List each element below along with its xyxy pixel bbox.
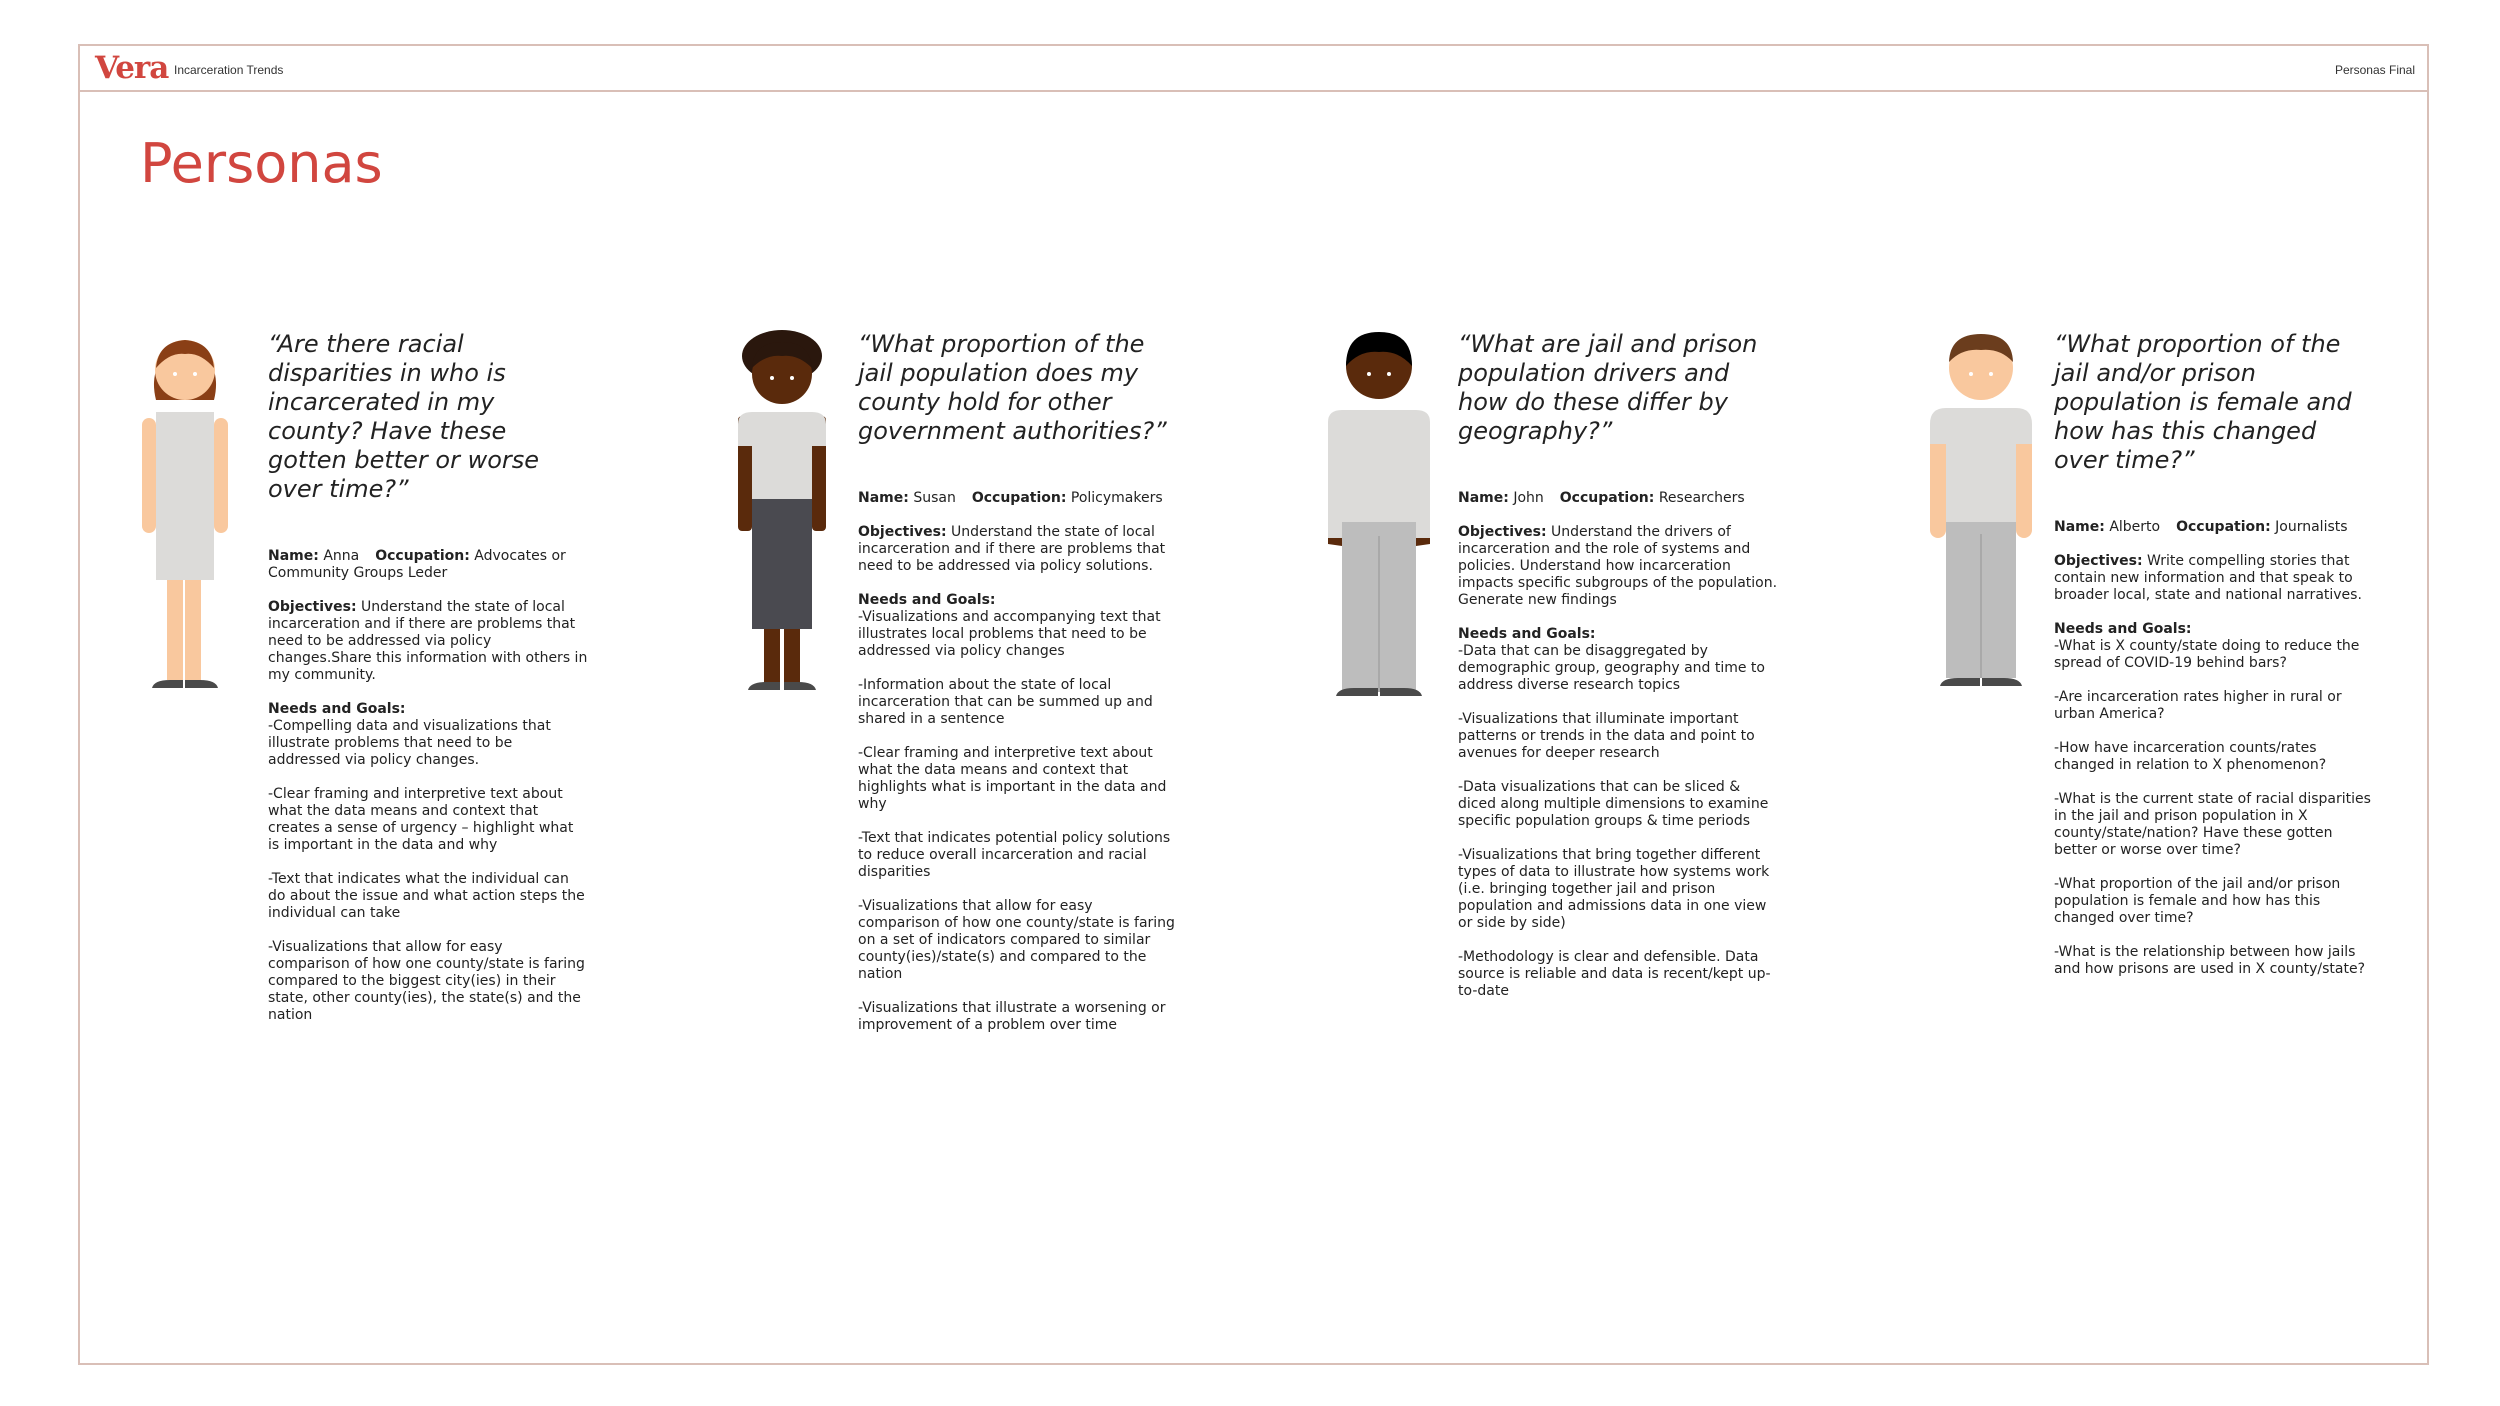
file-title: Personas Final (2334, 63, 2415, 77)
persona-quote: “What are jail and prison population drivers and how do these differ by geography?” (1458, 330, 1758, 445)
objectives-text: Understand the state of local incarceration and if there are problems that need to be addressed via policy changes.Share this information with others in my community. (268, 599, 588, 683)
needs-label: Needs and Goals: (268, 701, 406, 717)
header-bar (78, 44, 2429, 92)
persona-needs (1458, 626, 1778, 1000)
persona-name: Susan (913, 490, 956, 506)
persona-name: Anna (323, 548, 360, 564)
needs-item: -What is the relationship between how jails and how prisons are used in X county/state? (2054, 944, 2365, 977)
occupation-label: Occupation: (2176, 519, 2271, 535)
name-label: Name: (1458, 490, 1509, 506)
persona-quote: “What proportion of the jail population does my county hold for other government authorities?” (858, 330, 1167, 445)
needs-item: -Visualizations that illustrate a worsening or improvement of a problem over time (858, 1000, 1166, 1033)
objectives-text: Understand the drivers of incarceration and the role of systems and policies. Understand how incarceration impacts specific subgroups of the population. Generate new findings (1458, 524, 1778, 608)
needs-item: -Methodology is clear and defensible. Data source is reliable and data is recent/kept up-to-date (1458, 949, 1771, 999)
persona-objectives (1458, 524, 1778, 609)
persona-quote: “What proportion of the jail and/or prison population is female and how has this changed over time?” (2054, 330, 2352, 474)
persona-objectives (2054, 553, 2374, 604)
needs-item: -Visualizations and accompanying text that illustrates local problems that need to be addressed via policy changes (858, 609, 1161, 659)
name-label: Name: (268, 548, 319, 564)
persona-figure-anna (140, 330, 235, 690)
persona-occupation: Advocates or Community Groups Leder (268, 548, 566, 581)
header-subtitle: Incarceration Trends (174, 63, 284, 77)
needs-label: Needs and Goals: (858, 592, 996, 608)
persona-card-alberto (2054, 330, 2374, 995)
occupation-label: Occupation: (971, 490, 1067, 506)
needs-item: -Visualizations that bring together different types of data to illustrate how systems work (i.e. bringing together jail and prison population and admissions data in one view or side by side) (1458, 847, 1770, 931)
persona-figure-john (1324, 326, 1434, 698)
needs-item: -Text that indicates potential policy solutions to reduce overall incarceration and racial disparities (858, 830, 1171, 880)
persona-card-john (1458, 330, 1778, 1017)
needs-item: -Text that indicates what the individual can do about the issue and what action steps the individual can take (268, 871, 585, 921)
persona-occupation: Researchers (1658, 490, 1745, 506)
objectives-label: Objectives: (1458, 524, 1547, 540)
persona-objectives (858, 524, 1178, 575)
page-title: Personas (140, 132, 383, 195)
needs-item: -How have incarceration counts/rates changed in relation to X phenomenon? (2054, 740, 2327, 773)
persona-quote: “Are there racial disparities in who is incarcerated in my county? Have these gotten better or worse over time?” (268, 330, 540, 503)
persona-needs (858, 592, 1178, 1034)
needs-item: -Clear framing and interpretive text about what the data means and context that highlights what is important in the data and why (858, 745, 1167, 812)
objectives-text: Write compelling stories that contain new information and that speak to broader local, state and national narratives. (2054, 553, 2362, 603)
persona-figure-susan (734, 326, 829, 692)
persona-needs (2054, 621, 2374, 978)
needs-item: -Visualizations that allow for easy comparison of how one county/state is faring compared to the biggest city(ies) in their state, other county(ies), the state(s) and the nation (268, 939, 585, 1023)
occupation-label: Occupation: (375, 548, 470, 564)
needs-item: -What is the current state of racial disparities in the jail and prison population in X county/state/nation? Have these gotten better or worse over time? (2054, 791, 2371, 858)
name-label: Name: (2054, 519, 2105, 535)
needs-item: -Compelling data and visualizations that illustrate problems that need to be addressed via policy changes. (268, 718, 551, 768)
needs-item: -Data that can be disaggregated by demographic group, geography and time to address diverse research topics (1458, 643, 1765, 693)
needs-item: -Information about the state of local incarceration that can be summed up and shared in a sentence (858, 677, 1153, 727)
occupation-label: Occupation: (1559, 490, 1655, 506)
needs-item: -What proportion of the jail and/or prison population is female and how has this changed over time? (2054, 876, 2341, 926)
needs-item: -Are incarceration rates higher in rural or urban America? (2054, 689, 2342, 722)
persona-occupation: Journalists (2275, 519, 2348, 535)
needs-item: -Visualizations that illuminate important patterns or trends in the data and point to avenues for deeper research (1458, 711, 1755, 761)
persona-card-susan (858, 330, 1178, 1051)
objectives-label: Objectives: (858, 524, 947, 540)
persona-name-line (1458, 490, 1778, 507)
persona-name-line (2054, 519, 2374, 536)
needs-item: -Data visualizations that can be sliced & diced along multiple dimensions to examine specific population groups & time periods (1458, 779, 1769, 829)
objectives-label: Objectives: (268, 599, 357, 615)
vera-logo: Vera (95, 50, 169, 86)
persona-needs (268, 701, 588, 1024)
needs-label: Needs and Goals: (1458, 626, 1596, 642)
needs-item: -What is X county/state doing to reduce the spread of COVID-19 behind bars? (2054, 638, 2360, 671)
persona-card-anna (268, 330, 588, 1041)
needs-item: -Visualizations that allow for easy comparison of how one county/state is faring on a set of indicators compared to similar county(ies)/state(s) and compared to the nation (858, 898, 1175, 982)
needs-label: Needs and Goals: (2054, 621, 2192, 637)
objectives-text: Understand the state of local incarceration and if there are problems that need to be addressed via policy solutions. (858, 524, 1166, 574)
persona-name-line (268, 548, 588, 582)
persona-figure-alberto (1926, 328, 2036, 688)
persona-occupation: Policymakers (1070, 490, 1163, 506)
persona-name: John (1513, 490, 1544, 506)
persona-name-line (858, 490, 1178, 507)
objectives-label: Objectives: (2054, 553, 2143, 569)
persona-name: Alberto (2109, 519, 2161, 535)
name-label: Name: (858, 490, 909, 506)
persona-objectives (268, 599, 588, 684)
needs-item: -Clear framing and interpretive text about what the data means and context that creates a sense of urgency – highlight what is important in the data and why (268, 786, 574, 853)
